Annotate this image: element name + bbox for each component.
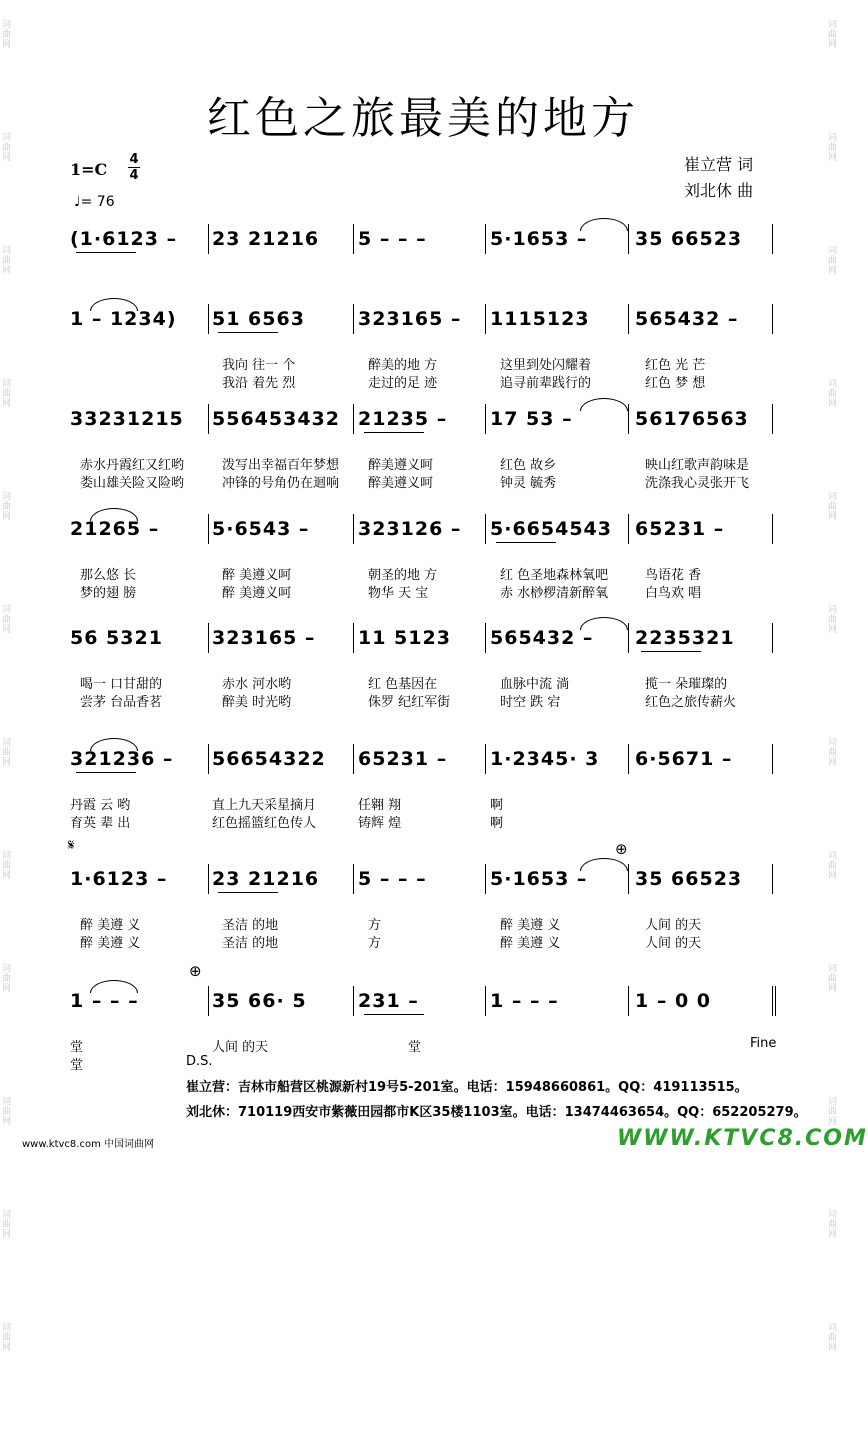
measure: 65231 –: [635, 518, 725, 540]
slur-mark: [580, 617, 628, 630]
measure: 5 – – –: [358, 868, 427, 890]
lyric-text: 尝茅 台品香茗: [80, 695, 163, 710]
lyric-text: 洗涤我心灵张开飞: [645, 476, 750, 491]
bar-line: [628, 304, 629, 334]
bar-line: [485, 224, 486, 254]
slur-mark: [90, 298, 138, 311]
bar-line: [772, 224, 773, 254]
lyric-text: 丹霞 云 哟: [70, 798, 131, 813]
bar-line: [208, 404, 209, 434]
lyric-text: 育英 辈 出: [70, 816, 131, 831]
bar-line: [485, 986, 486, 1016]
lyric-text: 追寻前辈践行的: [500, 376, 592, 391]
lyric-text: 任翱 翔: [358, 798, 402, 813]
composer-credit: 刘北休 曲: [684, 181, 754, 200]
lyric-text: 走过的足 迹: [368, 376, 438, 391]
bar-line: [353, 304, 354, 334]
lyric-text: 红色 光 芒: [645, 358, 706, 373]
contact-footer: [186, 1075, 807, 1125]
measure: 321236 –: [70, 748, 174, 770]
notes-line: [60, 398, 785, 438]
bar-line: [772, 986, 776, 1016]
measure: 323126 –: [358, 518, 462, 540]
measure: 6·5671 –: [635, 748, 733, 770]
coda-mark-1: ⊕: [615, 840, 628, 858]
lyric-text: 赤水 河水哟: [222, 677, 292, 692]
beam-underline: [76, 772, 136, 773]
lyric-text: 堂: [70, 1040, 84, 1055]
measure: 23 21216: [212, 228, 320, 250]
bar-line: [772, 404, 773, 434]
measure: 35 66523: [635, 868, 743, 890]
measure: 35 66· 5: [212, 990, 307, 1012]
lyric-text: 啊: [490, 816, 504, 831]
lyric-text: 血脉中流 淌: [500, 677, 570, 692]
bar-line: [628, 514, 629, 544]
footer-line-lyricist: 崔立营：吉林市船营区桃源新村19号5-201室。电话：15948660861。QQ：419113515。: [186, 1080, 748, 1095]
bar-line: [628, 404, 629, 434]
watermark-right: 词 曲 网 词 曲 网 词 曲 网 词 曲 网 词 曲 网 词 曲 网 词 曲 网 词 曲 网 词 曲 网 词 曲 网 词 曲 网 词 曲 网: [828, 20, 838, 1353]
lyric-text: D.S.: [186, 1054, 213, 1069]
tempo-marking: ♩= 76: [74, 194, 115, 210]
lyric-text: 娄山雄关险又险哟: [80, 476, 185, 491]
lyric-text: 喝一 口甘甜的: [80, 677, 163, 692]
lyric-text: 这里到处闪耀着: [500, 358, 592, 373]
lyric-text: 红色 梦 想: [645, 376, 706, 391]
lyric-text: 赤 水桫椤清新醉氧: [500, 586, 609, 601]
measure: 1115123: [490, 308, 590, 330]
beam-underline: [364, 1014, 424, 1015]
bar-line: [208, 224, 209, 254]
measure: 5·6543 –: [212, 518, 310, 540]
lyric-text: 醉美遵义呵: [368, 458, 434, 473]
measure: 1·2345· 3: [490, 748, 600, 770]
measure: 51 6563: [212, 308, 305, 330]
lyric-text: 梦的翅 膀: [80, 586, 137, 601]
measure: 5·1653 –: [490, 228, 588, 250]
bar-line: [772, 304, 773, 334]
bar-line: [485, 304, 486, 334]
time-signature-bottom: 4: [129, 168, 139, 183]
measure: 323165 –: [358, 308, 462, 330]
beam-underline: [641, 651, 701, 652]
measure: 1 – – –: [70, 990, 139, 1012]
song-title: 红色之旅最美的地方: [207, 93, 639, 144]
lyric-text: 红 色基因在: [368, 677, 438, 692]
lyric-text: 红色之旅传薪火: [645, 695, 737, 710]
measure: 565432 –: [490, 627, 594, 649]
key-signature: 1=C: [70, 160, 108, 179]
time-signature-top: 4: [129, 152, 139, 167]
measure: 23 21216: [212, 868, 320, 890]
slur-mark: [90, 738, 138, 751]
beam-underline: [218, 332, 278, 333]
beam-underline: [496, 542, 556, 543]
lyric-text: 冲锋的号角仍在迴响: [222, 476, 340, 491]
bar-line: [772, 864, 773, 894]
bar-line: [353, 514, 354, 544]
time-signature: [126, 152, 142, 183]
measure: (1·6123 –: [70, 228, 178, 250]
lyric-text: 醉 美遵 义: [500, 936, 561, 951]
lyric-text: 啊: [490, 798, 504, 813]
beam-underline: [364, 432, 424, 433]
lyric-text: 醉美的地 方: [368, 358, 438, 373]
measure: 231 –: [358, 990, 419, 1012]
bar-line: [208, 864, 209, 894]
beam-underline: [218, 892, 278, 893]
site-logo-text[interactable]: WWW.KTVC8.COM: [617, 1126, 868, 1151]
bar-line: [628, 623, 629, 653]
lyric-text: 人间 的天: [212, 1040, 269, 1055]
segno-mark: 𝄋: [68, 836, 75, 854]
lyric-text: 映山红歌声韵味是: [645, 458, 750, 473]
slur-mark: [90, 980, 138, 993]
measure: 5·1653 –: [490, 868, 588, 890]
bar-line: [353, 744, 354, 774]
lyric-text: 白鸟欢 唱: [645, 586, 702, 601]
lyric-text: Fine: [750, 1036, 777, 1051]
lyric-text: 醉 美遵 义: [80, 918, 141, 933]
lyricist-credit: 崔立营 词: [684, 155, 754, 174]
lyric-text: 堂: [408, 1040, 422, 1055]
bar-line: [485, 404, 486, 434]
credits: [684, 152, 753, 204]
lyric-text: 鸟语花 香: [645, 568, 702, 583]
lyric-text: 红 色圣地森林氧吧: [500, 568, 609, 583]
lyric-text: 醉 美遵 义: [80, 936, 141, 951]
lyric-text: 时空 跌 宕: [500, 695, 561, 710]
measure: 17 53 –: [490, 408, 573, 430]
measure: 2235321: [635, 627, 735, 649]
notes-line: [60, 980, 785, 1020]
lyric-text: 堂: [70, 1058, 84, 1073]
lyric-text: 醉 美遵义呵: [222, 586, 292, 601]
bar-line: [772, 514, 773, 544]
lyric-text: 人间 的天: [645, 918, 702, 933]
lyric-text: 醉美遵义呵: [368, 476, 434, 491]
lyric-text: 揽一 朵璀璨的: [645, 677, 728, 692]
bar-line: [208, 514, 209, 544]
measure: 21235 –: [358, 408, 448, 430]
lyric-text: 醉 美遵义呵: [222, 568, 292, 583]
bar-line: [208, 623, 209, 653]
lyric-text: 赤水丹霞红又红哟: [80, 458, 185, 473]
measure: 56 5321: [70, 627, 163, 649]
measure: 5 – – –: [358, 228, 427, 250]
site-link-left[interactable]: www.ktvc8.com 中国词曲网: [22, 1139, 155, 1150]
measure: 565432 –: [635, 308, 739, 330]
bar-line: [485, 744, 486, 774]
lyric-text: 那么悠 长: [80, 568, 137, 583]
coda-mark-2: ⊕: [189, 962, 202, 980]
bar-line: [353, 404, 354, 434]
bar-line: [628, 744, 629, 774]
notes-line: [60, 508, 785, 548]
lyric-text: 人间 的天: [645, 936, 702, 951]
measure: 33231215: [70, 408, 184, 430]
bar-line: [208, 744, 209, 774]
slur-mark: [580, 858, 628, 871]
bar-line: [353, 986, 354, 1016]
bar-line: [208, 304, 209, 334]
lyric-text: 侏罗 纪红军街: [368, 695, 451, 710]
bar-line: [628, 986, 629, 1016]
watermark-left: 词 曲 网 词 曲 网 词 曲 网 词 曲 网 词 曲 网 词 曲 网 词 曲 网 词 曲 网 词 曲 网 词 曲 网 词 曲 网 词 曲 网: [2, 20, 12, 1353]
measure: 65231 –: [358, 748, 448, 770]
slur-mark: [580, 398, 628, 411]
bar-line: [485, 623, 486, 653]
lyric-text: 铸辉 煌: [358, 816, 402, 831]
slur-mark: [580, 218, 628, 231]
bar-line: [485, 514, 486, 544]
lyric-text: 方: [368, 918, 382, 933]
lyric-text: 圣洁 的地: [222, 918, 279, 933]
bar-line: [485, 864, 486, 894]
measure: 1 – 0 0: [635, 990, 712, 1012]
notes-line: [60, 738, 785, 778]
bar-line: [628, 864, 629, 894]
measure: 11 5123: [358, 627, 451, 649]
lyric-text: 我沿 着先 烈: [222, 376, 296, 391]
beam-underline: [76, 252, 136, 253]
lyric-text: 红色 故乡: [500, 458, 557, 473]
bar-line: [353, 224, 354, 254]
measure: 1 – – –: [490, 990, 559, 1012]
bar-line: [353, 623, 354, 653]
measure: 56654322: [212, 748, 326, 770]
slur-mark: [90, 508, 138, 521]
lyric-text: 泼写出幸福百年梦想: [222, 458, 340, 473]
notes-line: [60, 298, 785, 338]
lyric-text: 我向 往一 个: [222, 358, 296, 373]
lyric-text: 朝圣的地 方: [368, 568, 438, 583]
notes-line: [60, 858, 785, 898]
bar-line: [628, 224, 629, 254]
bar-line: [772, 744, 773, 774]
notes-line: [60, 218, 785, 258]
measure: 556453432: [212, 408, 340, 430]
bar-line: [353, 864, 354, 894]
measure: 5·6654543: [490, 518, 612, 540]
lyric-text: 方: [368, 936, 382, 951]
lyric-text: 钟灵 毓秀: [500, 476, 557, 491]
bar-line: [208, 986, 209, 1016]
measure: 21265 –: [70, 518, 160, 540]
lyric-text: 物华 天 宝: [368, 586, 429, 601]
measure: 35 66523: [635, 228, 743, 250]
measure: 1 – 1234): [70, 308, 177, 330]
notes-line: [60, 617, 785, 657]
bar-line: [772, 623, 773, 653]
lyric-text: 直上九天采星摘月: [212, 798, 317, 813]
lyric-text: 红色摇篮红色传人: [212, 816, 317, 831]
lyric-text: 圣洁 的地: [222, 936, 279, 951]
measure: 56176563: [635, 408, 749, 430]
lyric-text: 醉美 时光哟: [222, 695, 292, 710]
footer-line-composer: 刘北休：710119西安市紫薇田园都市K区35楼1103室。电话：13474463654。QQ：652205279。: [186, 1105, 807, 1120]
measure: 1·6123 –: [70, 868, 168, 890]
measure: 323165 –: [212, 627, 316, 649]
lyric-text: 醉 美遵 义: [500, 918, 561, 933]
